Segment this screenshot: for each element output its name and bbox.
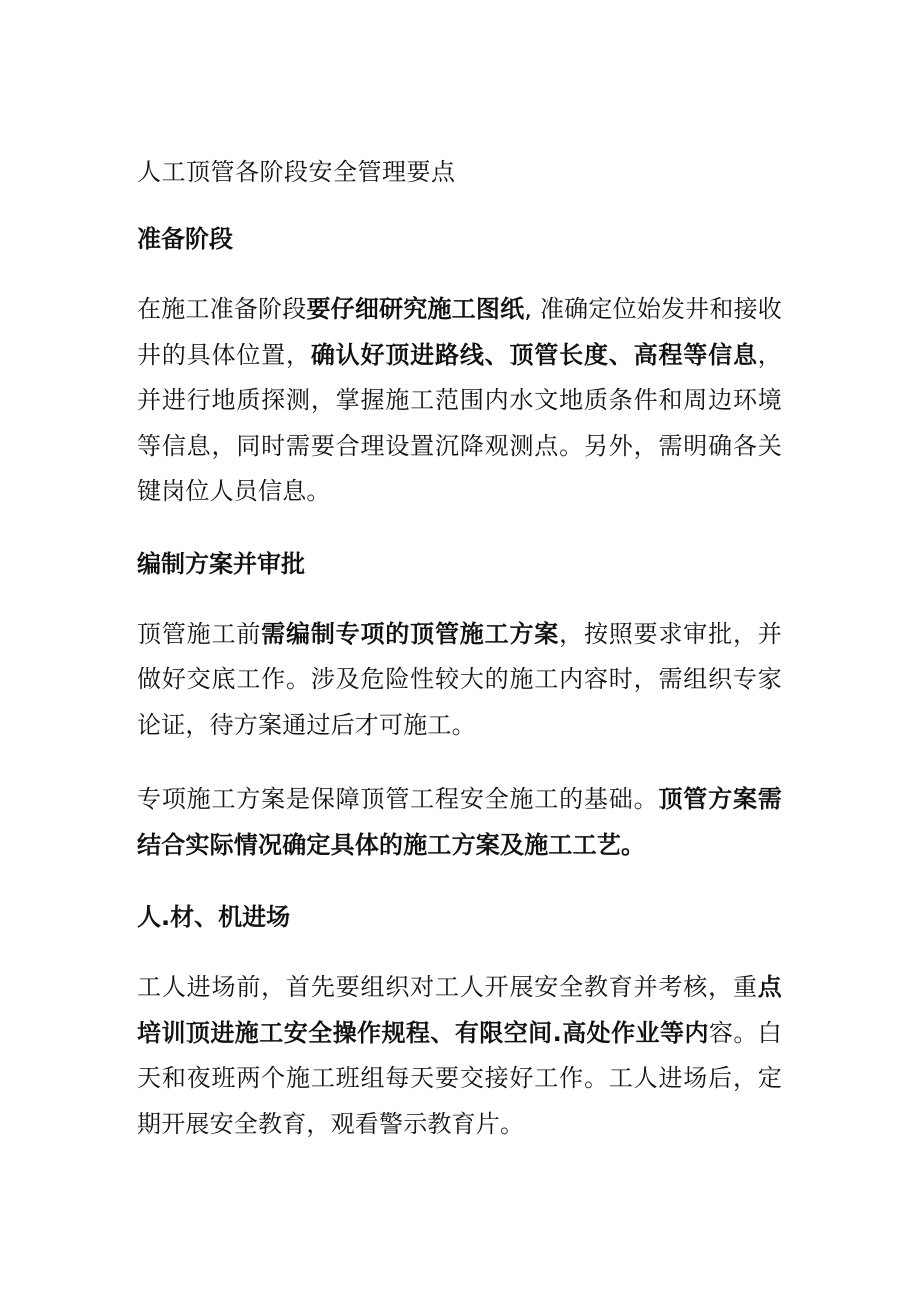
document-title: 人工顶管各阶段安全管理要点 <box>137 158 456 186</box>
bold-text-run: 要仔细研究施工图纸 <box>306 295 525 323</box>
text-run: , 准确定位始发井和接收井的具体位置， <box>137 295 782 369</box>
paragraph <box>137 612 782 749</box>
bold-text-run: 确认好顶进路线、顶管长度、高程等信息 <box>310 340 758 369</box>
text-run: ，按照要求审批，并做好交底工作。涉及危险性较大的施工内容时，需组织专家论证，待方案通过后才可施工。 <box>137 619 782 739</box>
section-personnel-materials-machinery <box>137 897 782 1147</box>
section-plan-approval <box>137 544 782 869</box>
bold-text-run: 点培训顶进施工安全操作规程、有限空间.高处作业等内 <box>137 973 782 1047</box>
text-run: 容。白天和夜班两个施工班组每天要交接好工作。工人进场后，定期开展安全教育，观看警示教育片。 <box>137 1018 782 1138</box>
text-run: ，并进行地质探测，掌握施工范围内水文地质条件和周边环境等信息，同时需要合理设置沉降观测点。另外，需明确各关键岗位人员信息。 <box>137 340 782 505</box>
text-run: 顶管施工前 <box>137 619 262 648</box>
section-heading: 准备阶段 <box>137 225 233 253</box>
text-run: 工人进场前，首先要组织对工人开展安全教育并考核，重 <box>137 973 758 1001</box>
bold-text-run: 需编制专项的顶管施工方案 <box>261 619 560 648</box>
paragraph <box>137 965 782 1147</box>
text-run: 专项施工方案是保障顶管工程安全施工的基础。 <box>137 785 659 813</box>
paragraph <box>137 777 782 868</box>
section-preparation <box>137 219 782 515</box>
bold-text-run: 顶管方案需结合实际情况确定具体的施工方案及施工工艺。 <box>137 785 782 859</box>
section-heading: 人.材、机进场 <box>137 903 291 931</box>
document-page <box>137 152 782 1176</box>
text-run: 在施工准备阶段 <box>137 295 307 323</box>
paragraph <box>137 287 782 515</box>
section-heading: 编制方案并审批 <box>137 549 305 578</box>
